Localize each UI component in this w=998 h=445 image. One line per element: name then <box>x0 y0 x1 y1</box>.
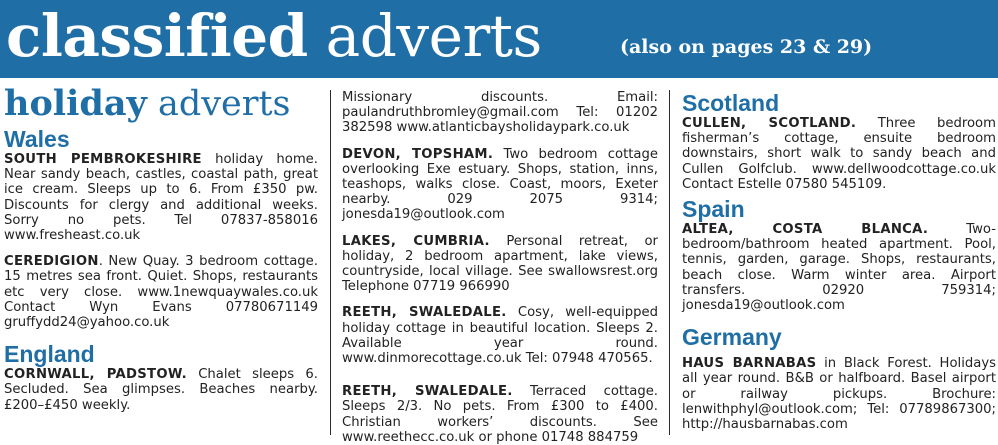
ad-headline: REETH, SWALEDALE. <box>342 384 513 400</box>
ad-altea-costa-blanca <box>682 222 996 313</box>
ad-body: in Black Forest. Holidays all year round. B&B or halfboard. Basel airport or railway pickups. Brochure: lenwithphyl@outlook.com; Tel: 07789867300; http://hausbarnabas.com <box>682 356 996 433</box>
ad-cornwall-padstow <box>4 367 318 413</box>
section-title-rest: adverts <box>146 84 291 124</box>
banner-title-bold: classified <box>6 2 308 70</box>
column-1 <box>4 84 318 435</box>
ad-headline: CEREDIGION <box>4 254 99 270</box>
ad-body: Missionary discounts. Email: paulandruthbromley@gmail.com Tel: 01202 382598 www.atlanticbaysholidaypark.co.uk <box>342 90 658 136</box>
ad-cornwall-continued <box>342 90 658 136</box>
ad-south-pembrokeshire <box>4 152 318 243</box>
column-divider <box>669 90 670 435</box>
ad-body: Personal retreat, or holiday, 2 bedroom apartment, lake views, countryside, local village. See swallowsrest.org Telephone 07719 966990 <box>342 233 658 295</box>
column-2 <box>342 90 658 445</box>
ad-cullen-scotland <box>682 116 996 192</box>
ad-body: Two-bedroom/bathroom heated apartment. Pool, tennis, garden, garage. Shops, restaurants, beach close. Warm winter area. Airport transfers. 02920 759314; jonesda19@outlook.com <box>682 222 996 314</box>
ad-reeth-swaledale-2 <box>342 384 658 445</box>
ad-headline: LAKES, CUMBRIA. <box>342 233 490 249</box>
region-heading-spain: Spain <box>682 196 745 223</box>
ad-headline: DEVON, TOPSHAM. <box>342 146 494 162</box>
ad-body: . New Quay. 3 bedroom cottage. 15 metres sea front. Quiet. Shops, restaurants etc very close. www.1newquaywales.co.uk Contact Wyn Evans 07780671149 gruffydd24@yahoo.co.uk <box>4 254 318 331</box>
ad-devon-topsham <box>342 147 658 223</box>
ad-lakes-cumbria <box>342 234 658 295</box>
ad-haus-barnabas <box>682 356 996 432</box>
ad-headline: CORNWALL, PADSTOW. <box>4 367 187 383</box>
banner-subtitle: (also on pages 23 & 29) <box>620 36 873 58</box>
ad-headline: REETH, SWALEDALE. <box>342 305 507 321</box>
ad-body: Terraced cottage. Sleeps 2/3. No pets. From £300 to £400. Christian workers’ discounts. See www.reethecc.co.uk or phone 01748 884759 <box>342 384 658 445</box>
section-title <box>4 84 318 124</box>
ad-headline: SOUTH PEMBROKESHIRE <box>4 152 202 167</box>
ad-headline: HAUS BARNABAS <box>682 356 817 372</box>
region-heading-germany: Germany <box>682 324 782 351</box>
region-heading-wales: Wales <box>4 126 70 152</box>
ad-body: Chalet sleeps 6. Secluded. Sea glimpses. Beaches nearby. £200–£450 weekly. <box>4 367 318 413</box>
banner-title <box>6 0 542 72</box>
ad-headline: CULLEN, SCOTLAND. <box>682 116 857 131</box>
region-heading-scotland: Scotland <box>682 90 780 116</box>
section-title-bold: holiday <box>4 83 147 124</box>
region-heading-england: England <box>4 341 95 368</box>
ad-body: holiday home. Near sandy beach, castles, coastal path, great ice cream. Sleeps up to 6. From £350 pw. Discounts for clergy and additional weeks. Sorry no pets. Tel 07837-858016 www.fresheast.co.uk <box>4 152 318 244</box>
ad-headline: ALTEA, COSTA BLANCA. <box>682 222 929 238</box>
ad-ceredigion <box>4 254 318 330</box>
ad-body: Two bedroom cottage overlooking Exe estuary. Shops, station, inns, teashops, walks close. Coast, moors, Exeter nearby. 029 2075 9314; jonesda19@outlook.com <box>342 146 658 223</box>
ad-reeth-swaledale-1 <box>342 305 658 366</box>
ad-body: Three bedroom fisherman’s cottage, ensuite bedroom downstairs, short walk to sandy beach and Cullen Golfclub. www.dellwoodcottage.co.uk Contact Estelle 07580 545109. <box>682 116 996 192</box>
banner-title-rest: adverts <box>307 2 542 70</box>
ad-body: Cosy, well-equipped holiday cottage in beautiful location. Sleeps 2. Available year round. www.dinmorecottage.co.uk Tel: 07948 470565. <box>342 305 658 367</box>
column-3 <box>682 90 996 441</box>
classified-banner <box>0 0 998 78</box>
column-divider <box>330 90 331 435</box>
